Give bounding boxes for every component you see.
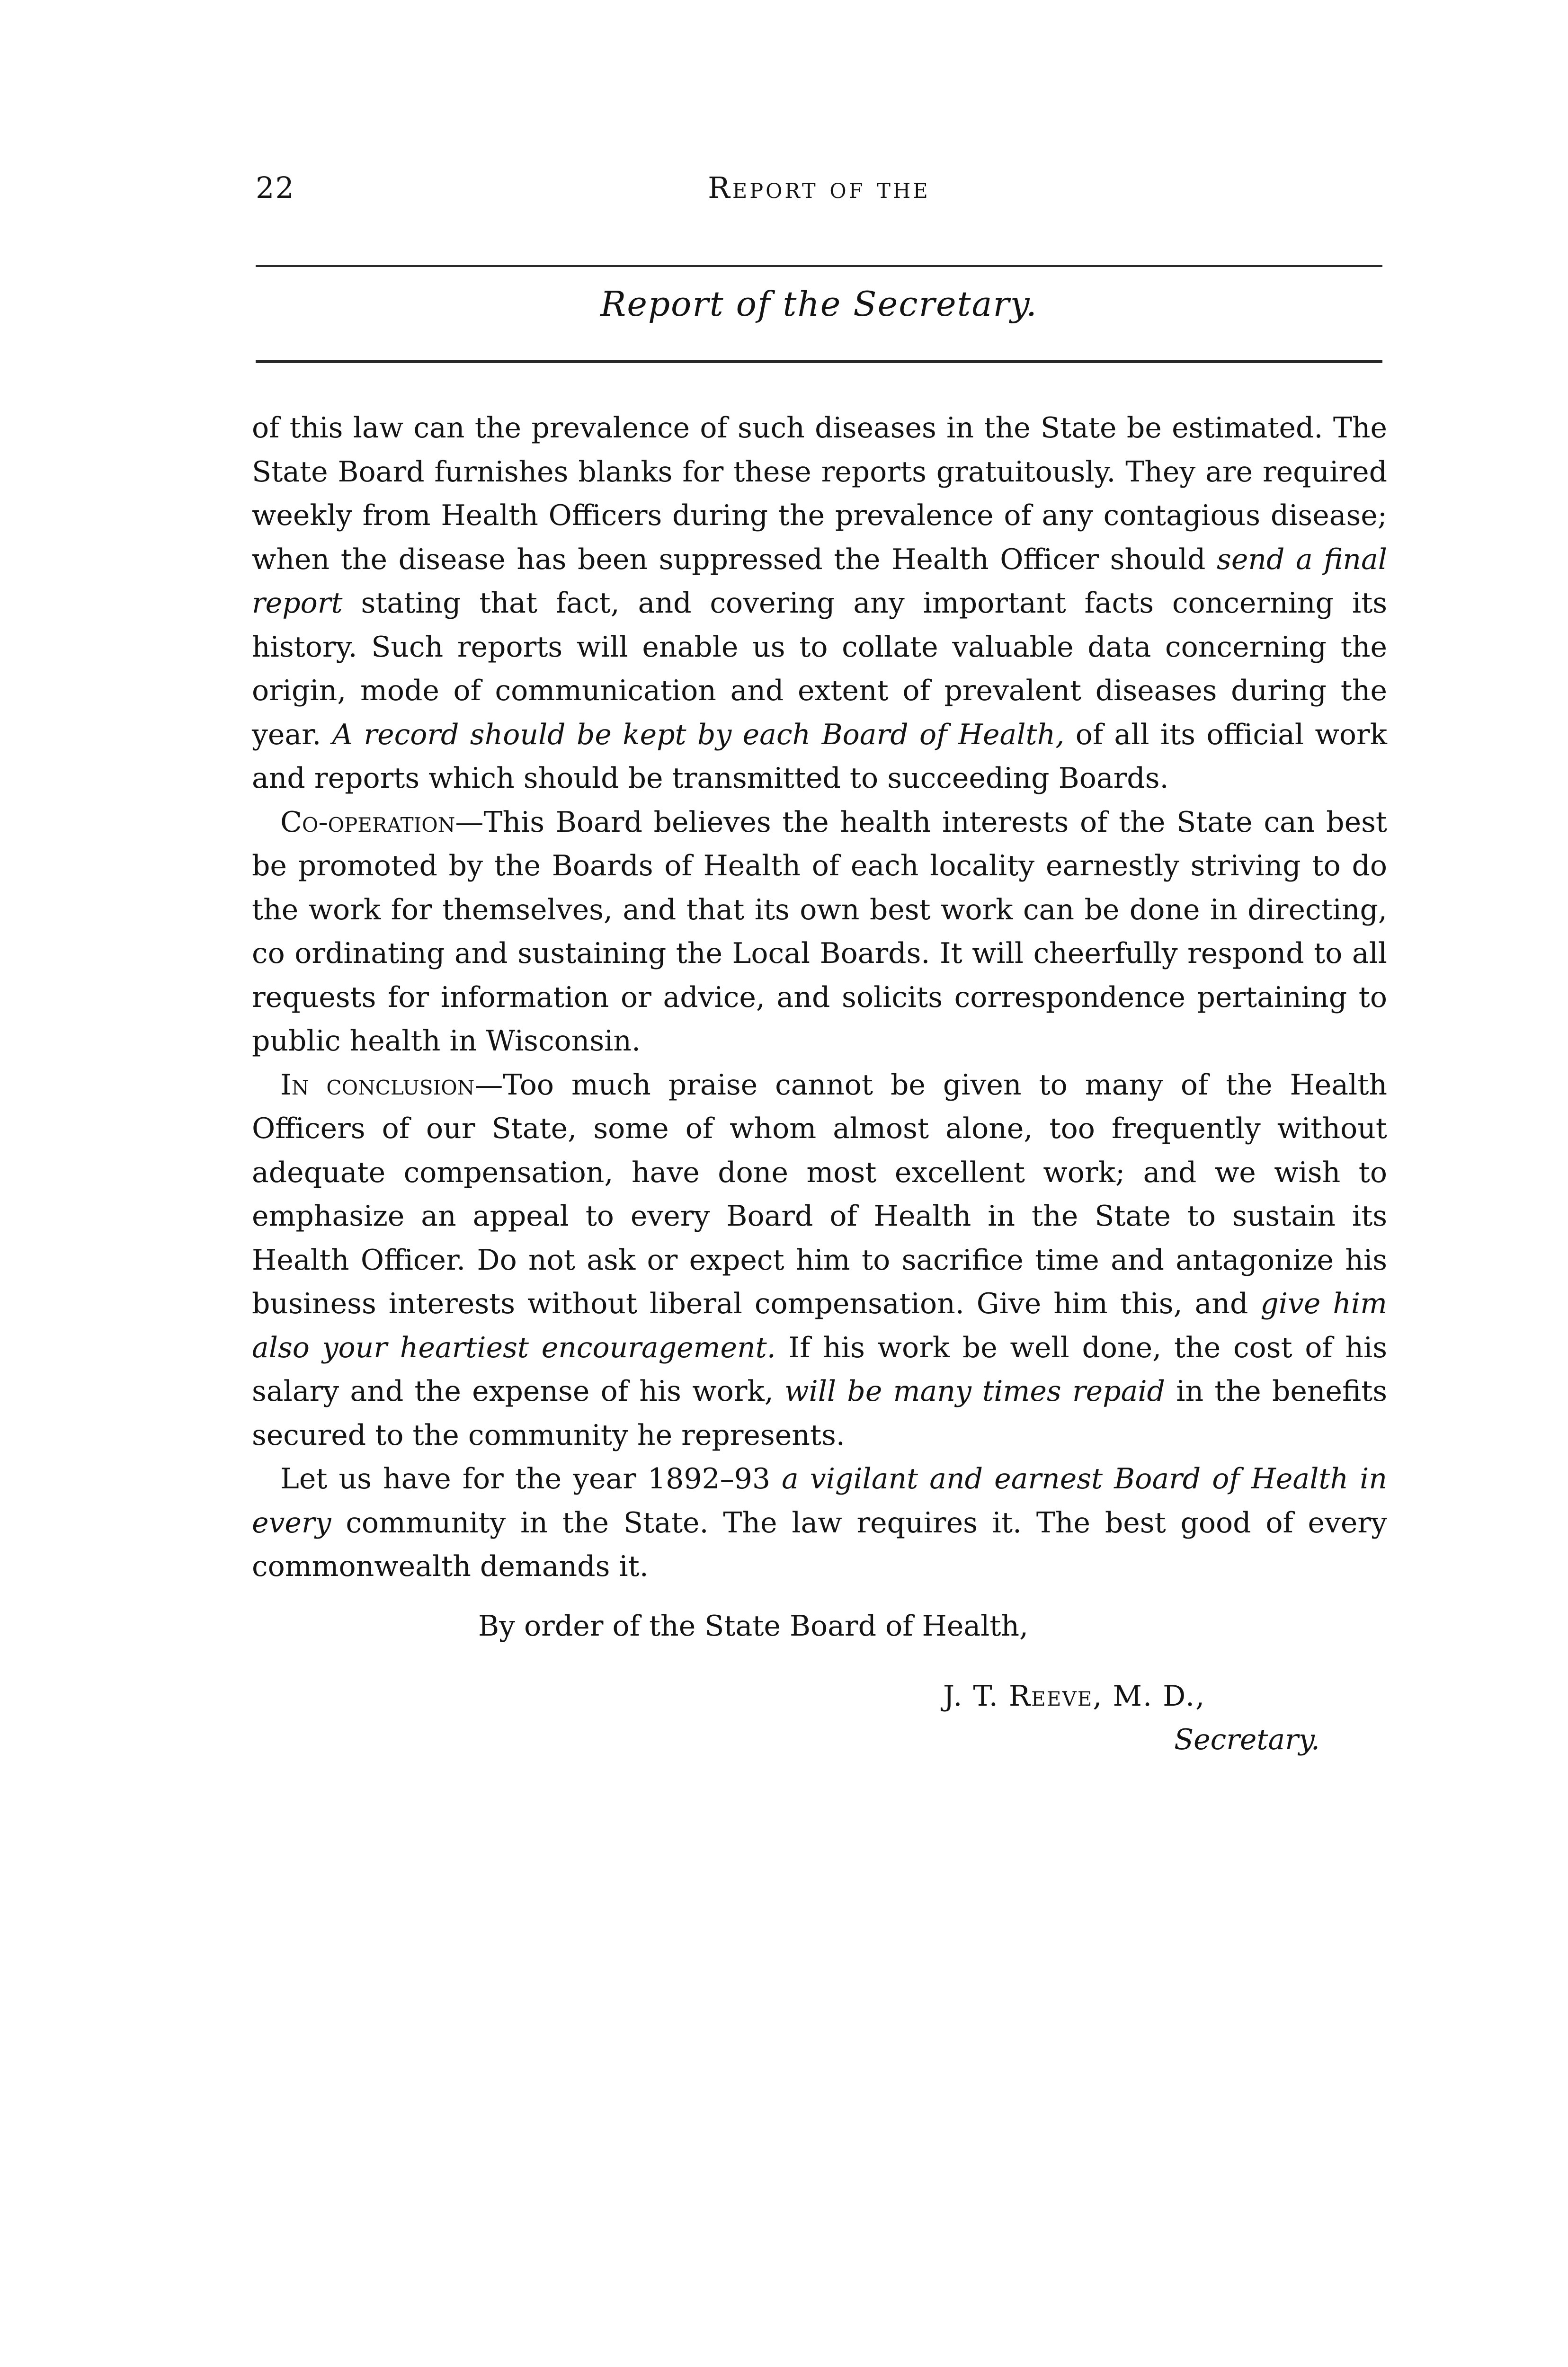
italic-phrase: give him also your heartiest encouragement. bbox=[252, 1287, 1388, 1364]
signature-title: Secretary. bbox=[1174, 1723, 1320, 1756]
paragraph-text: —Too much praise cannot be given to many of the Health Officers of our State, some of whom almost alone, too frequently without adequate compensation, have done most excellent work; and we wish to emphasize an appeal to every Board of Health in the State to sustain its Health Officer. Do not ask or expect him to sacrifice time and antagonize his business interests without liberal compensation. Give him this, and bbox=[252, 1068, 1387, 1320]
paragraph-text: stating that fact, and covering any important facts concerning its history. Such reports will enable us to collate valuable data concerning the origin, mode of communication and extent of prevalent diseases during the year. bbox=[252, 587, 1387, 751]
paragraph-conclusion bbox=[252, 1063, 1387, 1458]
paragraph-text: Let us have for the year 1892–93 bbox=[280, 1462, 782, 1495]
section-title: Report of the Secretary. bbox=[600, 284, 1038, 324]
paragraph-text: community in the State. The law requires it. The best good of every commonwealth demands it. bbox=[252, 1506, 1387, 1583]
closing-line: By order of the State Board of Health, bbox=[478, 1610, 1029, 1643]
italic-phrase: send a final report bbox=[252, 543, 1388, 620]
italic-phrase: A record should be kept by each Board of Health, bbox=[332, 718, 1065, 751]
paragraph-text: of this law can the prevalence of such diseases in the State be estimated. The State Board furnishes blanks for these reports gratuitously. They are required weekly from Health Officers during the prevalence of any contagious disease; when the disease has been suppressed the Health Officer should bbox=[252, 411, 1387, 576]
page-number: 22 bbox=[256, 170, 295, 205]
paragraph-text: —This Board believes the health interests of the State can best be promoted by the Boards of Health of each locality earnestly striving to do the work for themselves, and that its own best work can be done in directing, co ordinating and sustaining the Local Boards. It will cheerfully respond to all requests for information or advice, and solicits correspondence pertaining to public health in Wisconsin. bbox=[252, 805, 1387, 1058]
paragraph-records bbox=[252, 406, 1387, 801]
header-rule-top bbox=[256, 265, 1382, 267]
paragraph-co-operation bbox=[252, 801, 1387, 1063]
paragraph-appeal bbox=[252, 1457, 1387, 1589]
paragraph-text: If his work be well done, the cost of his salary and the expense of his work, bbox=[252, 1331, 1388, 1408]
italic-phrase: will be many times repaid bbox=[784, 1375, 1165, 1408]
header-rule-bottom bbox=[256, 360, 1382, 363]
italic-phrase: a vigilant and earnest Board of Health in every bbox=[252, 1462, 1387, 1539]
paragraph-heading: Co-operation bbox=[280, 805, 455, 839]
paragraph-text: in the benefits secured to the community he represents. bbox=[252, 1375, 1387, 1452]
paragraph-heading: In conclusion bbox=[280, 1068, 475, 1102]
signature-name: J. T. Reeve, M. D., bbox=[943, 1680, 1206, 1713]
page-header bbox=[256, 170, 1382, 213]
running-title: Report of the bbox=[708, 170, 930, 205]
paragraph-text: of all its official work and reports which should be transmitted to succeeding Boards. bbox=[252, 718, 1387, 795]
body-text bbox=[252, 406, 1387, 1589]
